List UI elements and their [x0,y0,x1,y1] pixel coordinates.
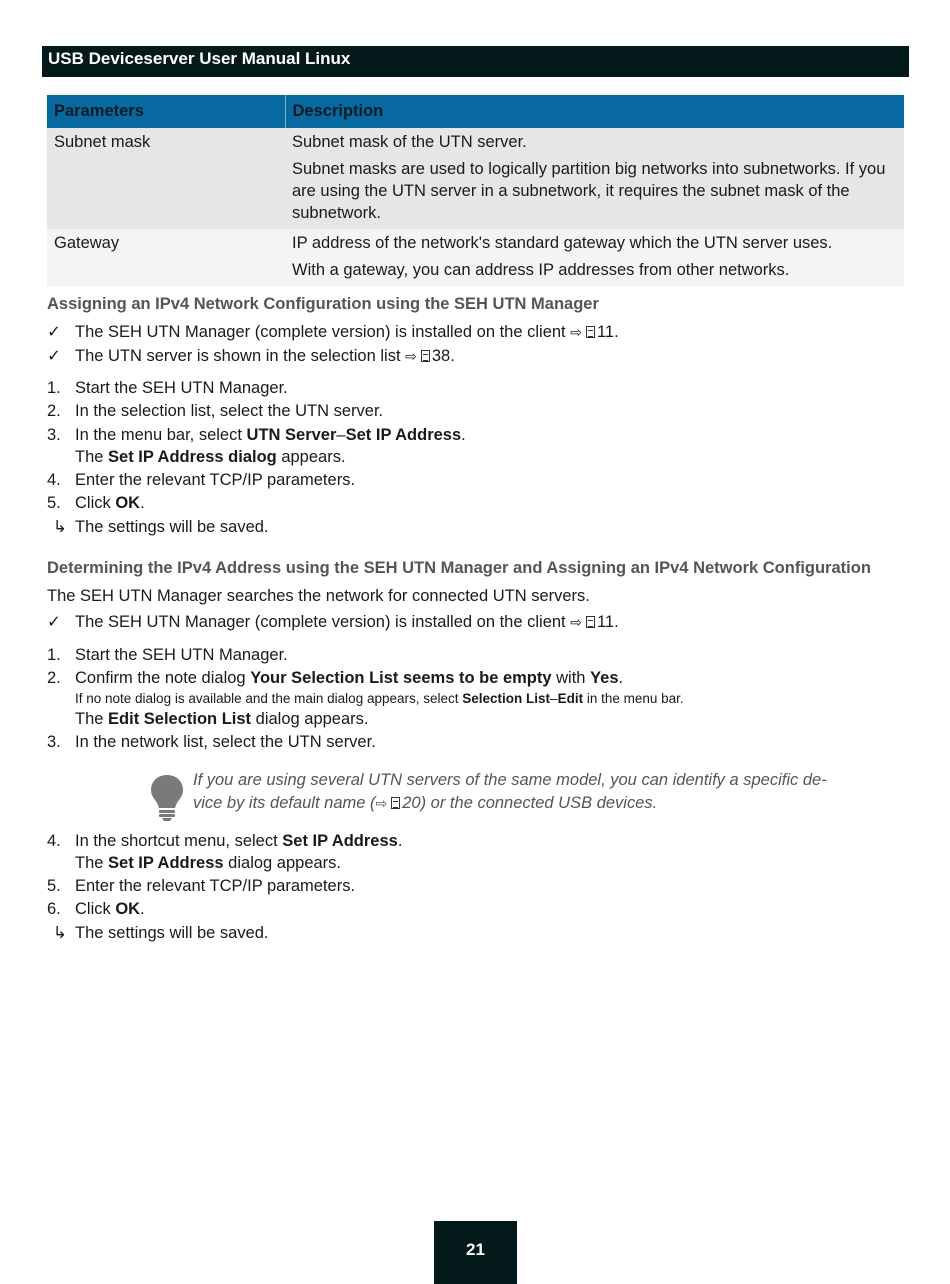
param-description-line: IP address of the network's standard gateway which the UTN server uses. [292,234,833,252]
step-number: 1. [47,646,61,664]
step-text: Start the SEH UTN Manager. [75,646,288,664]
step-subtext: The Edit Selection List dialog appears. [75,710,369,728]
document-icon [421,350,430,362]
step-number: 3. [47,426,61,444]
column-header-parameters: Parameters [47,95,285,128]
arrow-right-icon: ⇨ [570,615,582,631]
param-description-line: With a gateway, you can address IP addresses from other networks. [292,261,790,279]
param-description [285,128,904,229]
step-number: 4. [47,832,61,850]
param-name: Subnet mask [47,128,285,229]
prerequisite: The SEH UTN Manager (complete version) is installed on the client ⇨ 11. [75,323,619,341]
document-icon [391,797,400,809]
step-text: Enter the relevant TCP/IP parameters. [75,471,356,489]
result-text: The settings will be saved. [75,518,269,536]
step-text: In the shortcut menu, select Set IP Address. [75,832,403,850]
result-arrow-icon: ↳ [53,518,67,536]
step-text: In the selection list, select the UTN server. [75,402,384,420]
step-text: In the menu bar, select UTN Server–Set IP Address. [75,426,466,444]
section-intro: The SEH UTN Manager searches the network for connected UTN servers. [47,587,590,605]
prerequisite: The UTN server is shown in the selection list ⇨ 38. [75,347,455,365]
table-header-row [47,95,904,128]
column-header-description: Description [285,95,904,128]
param-name: Gateway [47,229,285,286]
param-description [285,229,904,286]
page-reference[interactable]: ⇨ 11. [570,613,619,631]
step-number: 4. [47,471,61,489]
parameters-table [47,95,904,286]
table-row [47,128,904,229]
step-text: In the network list, select the UTN server. [75,733,376,751]
page-reference[interactable]: ⇨ 38. [405,347,455,365]
lightbulb-icon [150,774,184,822]
tip-note: If you are using several UTN servers of the same model, you can identify a specific de- vice by its default name (⇨ 20) or the connected USB devices. [193,771,827,812]
document-header: USB Deviceserver User Manual Linux [42,46,909,77]
page-number: 21 [434,1221,517,1284]
step-number: 2. [47,669,61,687]
prerequisite: The SEH UTN Manager (complete version) is installed on the client ⇨ 11. [75,613,619,631]
param-description-line: Subnet mask of the UTN server. [292,133,527,151]
step-number: 1. [47,379,61,397]
result-arrow-icon: ↳ [53,924,67,942]
arrow-right-icon: ⇨ [570,325,582,341]
param-description-line: Subnet masks are used to logically partition big networks into subnetworks. If you are using the UTN server in a subnetwork, it requires the subnet mask of the subnetwork. [292,160,886,222]
section-title: Assigning an IPv4 Network Configuration using the SEH UTN Manager [47,295,599,313]
result-text: The settings will be saved. [75,924,269,942]
document-icon [586,616,595,628]
arrow-right-icon: ⇨ [375,796,388,812]
step-text: Click OK. [75,900,145,918]
check-icon: ✓ [47,347,61,365]
step-number: 3. [47,733,61,751]
document-icon [586,326,595,338]
step-number: 6. [47,900,61,918]
step-subtext: The Set IP Address dialog appears. [75,854,342,872]
step-text: Enter the relevant TCP/IP parameters. [75,877,356,895]
step-subtext: The Set IP Address dialog appears. [75,448,346,466]
section-title: Determining the IPv4 Address using the SEH UTN Manager and Assigning an IPv4 Network Configuration [47,559,871,577]
step-note: If no note dialog is available and the main dialog appears, select Selection List–Edit in the menu bar. [75,691,684,706]
step-number: 5. [47,494,61,512]
table-row [47,229,904,286]
step-text: Start the SEH UTN Manager. [75,379,288,397]
check-icon: ✓ [47,323,61,341]
page-reference[interactable]: ⇨ 20 [375,794,421,812]
step-number: 2. [47,402,61,420]
check-icon: ✓ [47,613,61,631]
step-number: 5. [47,877,61,895]
arrow-right-icon: ⇨ [405,349,417,365]
page-reference[interactable]: ⇨ 11. [570,323,619,341]
step-text: Click OK. [75,494,145,512]
step-text: Confirm the note dialog Your Selection List seems to be empty with Yes. [75,669,624,687]
